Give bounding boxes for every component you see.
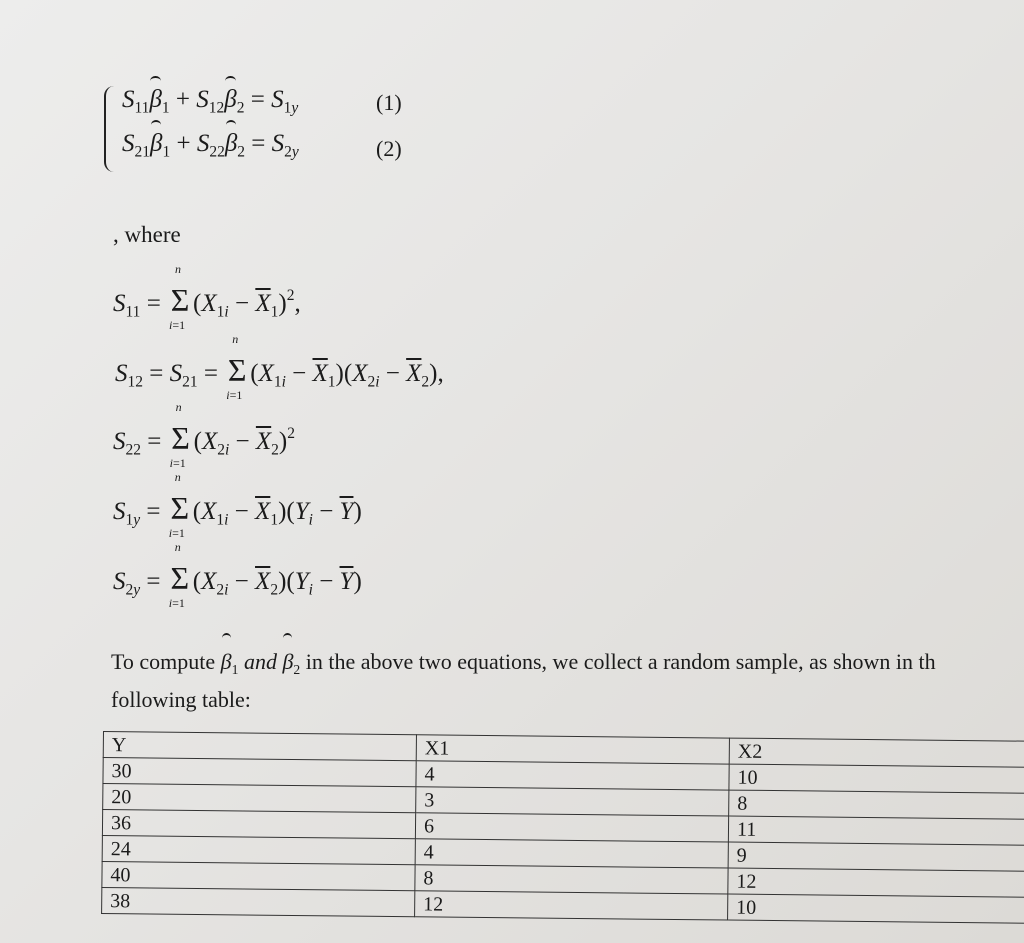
table-header-cell: X1 <box>416 735 729 764</box>
equation-2: $S_{21}\beta_1 + S_{22}\beta_2 = S_{2y}$ <box>122 130 299 161</box>
intro-line2: following table: <box>111 687 251 712</box>
equation-1: $S_{11}\beta_1 + S_{12}\beta_2 = S_{1y}$ <box>122 86 299 117</box>
table-header-cell: Y <box>103 732 416 761</box>
table-cell: 9 <box>728 842 1024 871</box>
table-cell: 30 <box>103 758 416 787</box>
table-cell: 3 <box>416 787 729 816</box>
table-cell: 11 <box>728 816 1024 845</box>
intro-line1-pre: To compute <box>111 649 221 674</box>
table-cell: 12 <box>415 891 728 920</box>
intro-paragraph: To compute $\beta_1$ and $\beta_2$ in the above two equations, we collect a random sample, as shown in th following table: <box>111 643 1024 719</box>
table-cell: 4 <box>415 839 728 868</box>
table-header-cell: X2 <box>729 738 1024 767</box>
table-cell: 4 <box>416 761 729 790</box>
table-cell: 20 <box>103 784 416 813</box>
definition-s11: $S_{11}$ = n Σ i=1 $(X_{1i} - \overline{X}_1)^2$, <box>113 262 301 332</box>
intro-line1-post: in the above two equations, we collect a random sample, as shown in th <box>300 649 936 674</box>
definition-s2y: $S_{2y}$ = n Σ i=1 $(X_{2i} - \overline{X}_2)(Y_i - \overline{Y})$ <box>113 540 362 610</box>
definition-s12: $S_{12} = S_{21}$ = n Σ i=1 $(X_{1i} - \overline{X}_1)(X_{2i} - \overline{X}_2)$, <box>115 332 444 402</box>
equation-1-number: (1) <box>376 90 402 115</box>
definition-s1y: $S_{1y}$ = n Σ i=1 $(X_{1i} - \overline{X}_1)(Y_i - \overline{Y})$ <box>113 470 362 540</box>
table-cell: 12 <box>728 868 1024 897</box>
where-text: , where <box>113 222 181 247</box>
normal-equations-system <box>104 80 424 180</box>
table-cell: 10 <box>729 764 1024 793</box>
sample-data-table <box>101 731 1024 924</box>
equation-2-number: (2) <box>376 136 402 161</box>
table-cell: 40 <box>102 861 415 890</box>
definition-s22: $S_{22}$ = n Σ i=1 $(X_{2i} - \overline{X}_2)^2$ <box>113 400 295 470</box>
table-cell: 38 <box>102 887 415 916</box>
table-cell: 36 <box>102 810 415 839</box>
table-cell: 8 <box>729 790 1024 819</box>
table-cell: 6 <box>415 813 728 842</box>
table-cell: 10 <box>728 894 1024 923</box>
left-brace <box>104 86 120 172</box>
table-cell: 24 <box>102 835 415 864</box>
intro-and-word: and <box>243 649 277 674</box>
table-cell: 8 <box>415 865 728 894</box>
